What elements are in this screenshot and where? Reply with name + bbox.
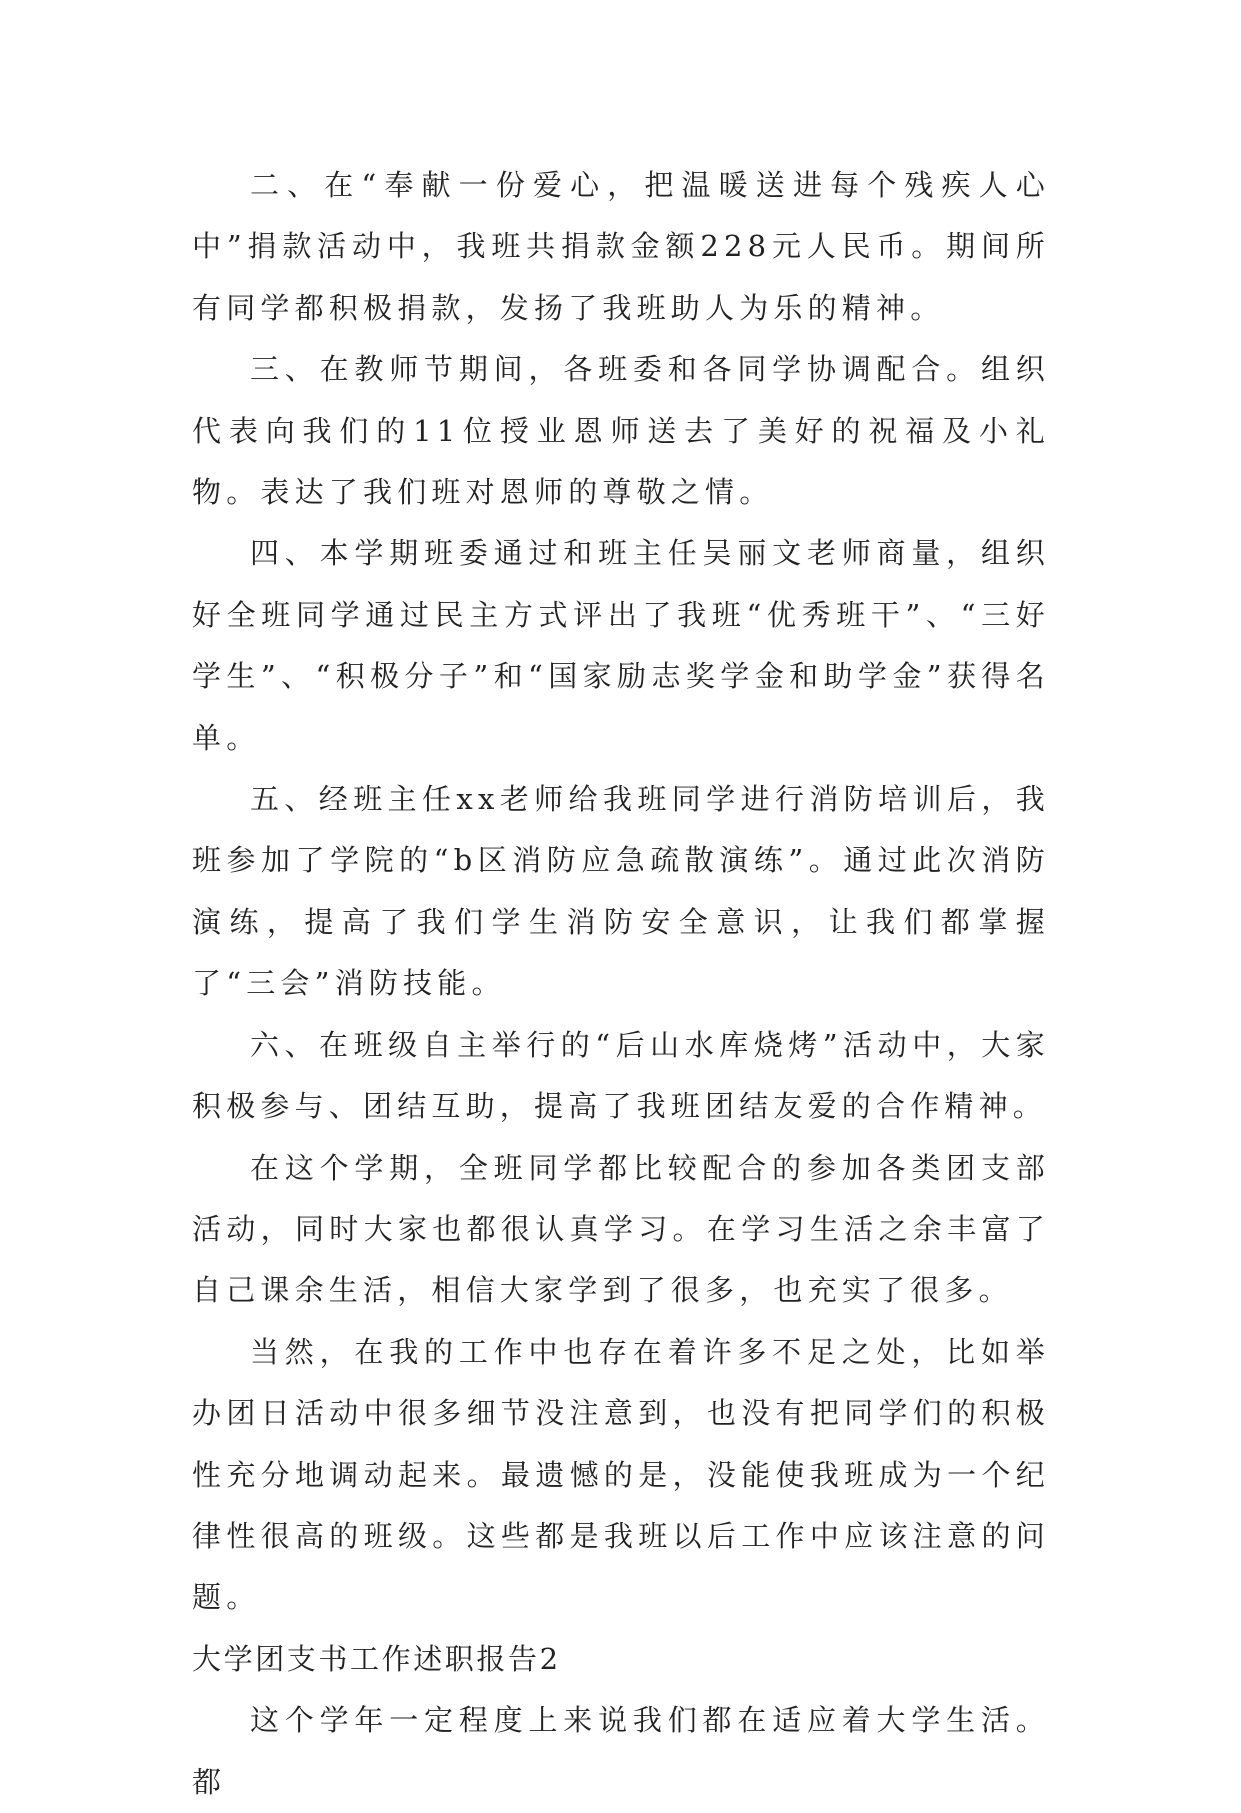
paragraph-barbecue: 六、在班级自主举行的“后山水库烧烤”活动中，大家积极参与、团结互助，提高了我班团结友爱的合作精神。 <box>192 1027 1050 1124</box>
paragraph-fire-drill: 五、经班主任xx老师给我班同学进行消防培训后，我班参加了学院的“b区消防应急疏散演练”。通过此次消防演练，提高了我们学生消防安全意识，让我们都掌握了“三会”消防技能。 <box>192 782 1050 1001</box>
paragraph-awards: 四、本学期班委通过和班主任吴丽文老师商量，组织好全班同学通过民主方式评出了我班“优秀班干”、“三好学生”、“积极分子”和“国家励志奖学金和助学金”获得名单。 <box>192 536 1050 755</box>
paragraph-donation: 二、在“奉献一份爱心，把温暖送进每个残疾人心中”捐款活动中，我班共捐款金额228元人民币。期间所有同学都积极捐款，发扬了我班助人为乐的精神。 <box>192 168 1050 325</box>
paragraph-intro-2: 这个学年一定程度上来说我们都在适应着大学生活。都 <box>192 1703 1050 1799</box>
document-page <box>192 155 1050 1813</box>
section-heading: 大学团支书工作述职报告2 <box>192 1641 561 1676</box>
paragraph-semester-summary: 在这个学期，全班同学都比较配合的参加各类团支部活动，同时大家也都很认真学习。在学习生活之余丰富了自己课余生活，相信大家学到了很多，也充实了很多。 <box>192 1150 1050 1308</box>
paragraph-teachers-day: 三、在教师节期间，各班委和各同学协调配合。组织代表向我们的11位授业恩师送去了美好的祝福及小礼物。表达了我们班对恩师的尊敬之情。 <box>192 352 1050 510</box>
paragraph-shortcomings: 当然，在我的工作中也存在着许多不足之处，比如举办团日活动中很多细节没注意到，也没有把同学们的积极性充分地调动起来。最遗憾的是，没能使我班成为一个纪律性很高的班级。这些都是我班以后工作中应该注意的问题。 <box>192 1334 1050 1615</box>
